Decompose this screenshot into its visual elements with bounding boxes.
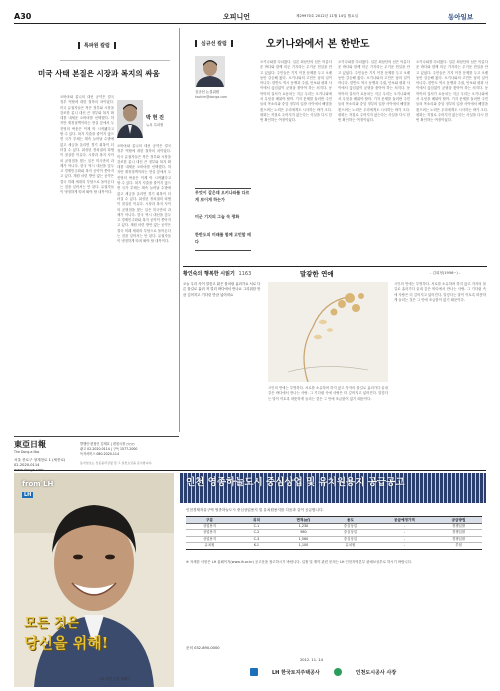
table-cell: C-1: [253, 524, 260, 528]
ad-left-footer-note: LH 희망 공감 캠페인: [100, 677, 131, 681]
column1-badge: 특파원 칼럼: [78, 42, 116, 49]
table-cell: K-1: [253, 543, 260, 548]
column2-body-col3: 오키나와를 다녀왔다. 일본 최남단의 섬은 아름다운 바다와 함께 미군 기지라는 무거운 현실을 안고 있었다. 주민들은 기지 이전 문제를 두고 오랫동안 갈등해 왔다. 오키나와의 고민은 남의 일이 아니다. 한반도 역시 동맹과 주권, 안보와 평화 사이에서 끊임없이 균형을 찾아야 하는 처지다. 동북아의 질서가 요동치는 지금 우리는 오키나와에서 무엇을 배워야 할까. 기지 문제를 둘러싼 주민들의 목소리와 중앙 정부의 입장 사이에서 해법을 찾으려는 노력은 우리에게도 시사하는 바가 크다. 평화는 저절로 주어지지 않는다는 사실을 다시 한 번 확인하는 여정이었다.: [416, 60, 488, 123]
masthead-address-line: 서울 종로구 청계천로 1 (세종로): [14, 458, 66, 462]
table-header-cell: 공급방법: [451, 518, 466, 522]
table-cell: 경쟁입찰: [451, 530, 466, 535]
ad-right-issuer-2: 인천도시공사 사장: [355, 669, 397, 676]
column2-quote-2: 미군 기지의 그늘 속 평화: [195, 214, 240, 219]
ads-top-rule: [14, 470, 486, 471]
column2-quote-1: 무엇이 같은데 오키나와를 다르게 보이게 하는가: [195, 190, 250, 202]
table-header-cell: 구분: [206, 518, 213, 522]
masthead-staff: [80, 442, 180, 457]
table-cell: 경쟁입찰: [451, 536, 466, 541]
masthead-romanized: The Dong-a Ilbo: [14, 450, 40, 454]
paper-name: 동아일보: [448, 13, 474, 21]
ad-right-table: [186, 516, 482, 550]
column2-body-col2: 오키나와를 다녀왔다. 일본 최남단의 섬은 아름다운 바다와 함께 미군 기지라는 무거운 현실을 안고 있었다. 주민들은 기지 이전 문제를 두고 오랫동안 갈등해 왔다. 오키나와의 고민은 남의 일이 아니다. 한반도 역시 동맹과 주권, 안보와 평화 사이에서 끊임없이 균형을 찾아야 하는 처지다. 동북아의 질서가 요동치는 지금 우리는 오키나와에서 무엇을 배워야 할까. 기지 문제를 둘러싼 주민들의 목소리와 중앙 정부의 입장 사이에서 해법을 찾으려는 노력은 우리에게도 시사하는 바가 크다. 평화는 저절로 주어지지 않는다는 사실을 다시 한 번 확인하는 여정이었다.: [338, 60, 410, 123]
header-rule: [14, 23, 486, 24]
masthead-rule: [14, 436, 179, 437]
column2-author-label: 심규선 논설위원: [195, 90, 220, 94]
ad-right-headline: 인천 영종하늘도시 중심상업 및 유치원용지 공급공고: [186, 477, 405, 488]
table-cell: -: [403, 530, 406, 535]
column-separator-1: [179, 28, 180, 432]
table-header-cell: 위치: [253, 518, 260, 522]
table-row: [186, 543, 482, 549]
page-number: A30: [14, 12, 32, 21]
table-cell: 980: [300, 530, 307, 535]
column1-author-sub: 뉴욕 특파원: [146, 123, 164, 127]
table-cell: -: [403, 536, 406, 541]
table-cell: 유치원: [204, 543, 215, 548]
poem-author: - 김희정(1956~) -: [430, 271, 461, 275]
table-cell: 1,230: [298, 524, 309, 528]
ad-left-headline-1: 모든 것은: [24, 616, 79, 631]
ad-right-table-header: [186, 516, 482, 524]
column2-quote-rule-top: [195, 188, 251, 189]
masthead-address-line: 02-2020-0114: [14, 463, 40, 467]
table-cell: 상업용지: [202, 524, 217, 528]
ad-right-date: 2012. 11. 14: [300, 658, 323, 662]
ad-right-notes: ※ 자세한 사항은 LH 홈페이지(www.lh.or.kr) 공고문을 참고하시기 바랍니다. 입찰 및 계약 관련 문의는 LH 인천지역본부 판매보상부로 하시기 바랍니다.: [186, 560, 413, 564]
table-cell: 1,560: [298, 536, 309, 541]
masthead-footer-note: 동아일보는 신문윤리강령 및 그 실천요강을 준수합니다.: [80, 461, 153, 465]
ad-right-contact: 문의 032-890-0000: [186, 646, 220, 650]
table-cell: 상업용지: [202, 530, 217, 535]
poem-commentary-left: 시인의 연애는 투명하다. 서로를 소유하려 하지 않고 각자의 물길로 흘러가다 끝내 같은 바다에서 만나는 사랑. 그 기다림 속에 사랑은 더 깊어지고 넓어진다. 말갛다는 말이 이토록 따뜻하게 들리는 것은 그 안에 조급함이 없기 때문이다.: [268, 386, 388, 401]
poem-top-rule: [183, 266, 487, 267]
masthead-name: 東亞日報: [14, 439, 46, 449]
column2-author-email: ksshim@donga.com: [195, 95, 228, 99]
table-cell: 추첨: [455, 543, 462, 548]
column1-author-photo: [117, 100, 143, 138]
column2-headline: 오키나와에서 본 한반도: [266, 39, 370, 50]
table-cell: 유치원: [345, 543, 356, 548]
table-cell: 1,100: [298, 543, 309, 548]
table-header-cell: 용도: [346, 518, 354, 522]
ad-left-panel: [14, 473, 174, 687]
ad-left-person-illustration: [14, 473, 174, 687]
column1-body-left: 오바마와 롬니의 대선 공약은 결국 정부 역할에 대한 철학의 차이였다. 미국 유권자들은 작은 정부와 시장을 강조한 롬니 대신 큰 정부와 복지 확대를 내세운 오바마를 선택했다. 하지만 재정절벽이라는 현실 앞에서 두 진영의 싸움은 이제 막 시작됐다고 할 수 있다. 복지 지출을 줄이지 않으면 국가 부채는 계속 늘어날 수밖에 없고 세금을 올리면 경기 회복이 더뎌질 수 있다. 워싱턴 정치권의 타협이 절실한 이유다. 시장과 복지 사이의 균형점을 찾는 일은 미국만의 과제가 아니다. 한국 역시 대선을 앞두고 경제민주화와 복지 공약이 쏟아지고 있다. 재원 마련 방안 없는 공약은 결국 미래 세대의 부담으로 돌아온다는 점을 잊어서는 안 된다. 유권자들이 냉정하게 따져 봐야 할 대목이다.: [60, 95, 114, 195]
column2-badge: 심규선 칼럼: [195, 40, 233, 47]
table-cell: C-3: [253, 536, 260, 541]
poem-badge: [183, 270, 251, 277]
lh-logo-icon: [250, 668, 258, 676]
table-cell: 중심상업: [343, 530, 357, 535]
table-header-cell: 면적(㎡): [296, 518, 311, 522]
poem-commentary-right: 시인의 연애는 투명하다. 서로를 소유하려 하지 않고 각자의 물길로 흘러가다 끝내 같은 바다에서 만나는 사랑. 그 기다림 속에 사랑은 더 깊어지고 넓어진다. 말갛다는 말이 이토록 따뜻하게 들리는 것은 그 안에 조급함이 없기 때문이다.: [394, 282, 486, 302]
column2-quote-rule-bottom: [195, 250, 251, 251]
column1-divider: [60, 60, 170, 61]
table-cell: 중심상업: [343, 536, 357, 541]
table-cell: 상업용지: [202, 536, 217, 541]
table-cell: C-2: [253, 530, 260, 535]
masthead-staff-row: 광고 02-2020-0114 | 구독 1577-2000: [80, 447, 138, 451]
ad-right-subtitle: 인천경제자유구역 영종하늘도시 중심상업용지 및 유치원용지를 다음과 같이 공급합니다.: [186, 508, 324, 512]
ad-right-issuer-1: LH 한국토지주택공사: [272, 669, 320, 676]
issue-line: 제29970호 2012년 11월 14일 월요일: [296, 14, 359, 18]
ad-right-issuers: [250, 668, 396, 676]
column1-headline: 미국 사태 본질은 시장과 복지의 싸움: [38, 69, 160, 78]
column2-quote-3: 한반도의 미래를 함께 고민할 때다: [195, 232, 251, 244]
poem-badge-label: 황인숙의 행복한 시읽기: [183, 271, 235, 277]
table-cell: -: [403, 543, 406, 548]
column2-author-photo: [195, 56, 225, 87]
table-cell: 경쟁입찰: [451, 524, 466, 528]
table-cell: -: [403, 524, 406, 528]
masthead-staff-row: 발행인·편집인 김재호 | 편집국장 ○○○: [80, 442, 135, 446]
poem-number: 1163: [238, 271, 252, 277]
masthead-staff-row: 독자서비스 080-2020-114: [80, 452, 119, 456]
table-header-cell: 공급예정가격: [394, 518, 415, 522]
column1-body-right: 오바마와 롬니의 대선 공약은 결국 정부 역할에 대한 철학의 차이였다. 미국 유권자들은 작은 정부와 시장을 강조한 롬니 대신 큰 정부와 복지 확대를 내세운 오바마를 선택했다. 하지만 재정절벽이라는 현실 앞에서 두 진영의 싸움은 이제 막 시작됐다고 할 수 있다. 복지 지출을 줄이지 않으면 국가 부채는 계속 늘어날 수밖에 없고 세금을 올리면 경기 회복이 더뎌질 수 있다. 워싱턴 정치권의 타협이 절실한 이유다. 시장과 복지 사이의 균형점을 찾는 일은 미국만의 과제가 아니다. 한국 역시 대선을 앞두고 경제민주화와 복지 공약이 쏟아지고 있다. 재원 마련 방안 없는 공약은 결국 미래 세대의 부담으로 돌아온다는 점을 잊어서는 안 된다. 유권자들이 냉정하게 따져 봐야 할 대목이다.: [117, 144, 171, 244]
ad-left-headline-2: 당신을 위해!: [24, 634, 109, 652]
incheon-logo-icon: [334, 668, 342, 676]
poem-body: 오늘 우리 사이 말갛고 맑은 물처럼 흘러가요 서로 다른 물길로 흘러 저 멀리 바다에서 만나요 그리워한 만큼 깊어지고 기다린 만큼 넓어져요: [183, 282, 261, 297]
table-cell: 중심상업: [343, 524, 357, 528]
column2-body-col1: 오키나와를 다녀왔다. 일본 최남단의 섬은 아름다운 바다와 함께 미군 기지라는 무거운 현실을 안고 있었다. 주민들은 기지 이전 문제를 두고 오랫동안 갈등해 왔다. 오키나와의 고민은 남의 일이 아니다. 한반도 역시 동맹과 주권, 안보와 평화 사이에서 끊임없이 균형을 찾아야 하는 처지다. 동북아의 질서가 요동치는 지금 우리는 오키나와에서 무엇을 배워야 할까. 기지 문제를 둘러싼 주민들의 목소리와 중앙 정부의 입장 사이에서 해법을 찾으려는 노력은 우리에게도 시사하는 바가 크다. 평화는 저절로 주어지지 않는다는 사실을 다시 한 번 확인하는 여정이었다.: [260, 60, 332, 123]
poem-title: 말갛한 연애: [300, 270, 334, 278]
section-label: 오피니언: [223, 13, 251, 21]
ad-left-from-label: from LH: [22, 480, 54, 488]
poem-illustration: [268, 282, 388, 382]
ad-left-brand: LH: [24, 492, 32, 498]
column1-author-name: 박 현 진: [146, 115, 164, 121]
